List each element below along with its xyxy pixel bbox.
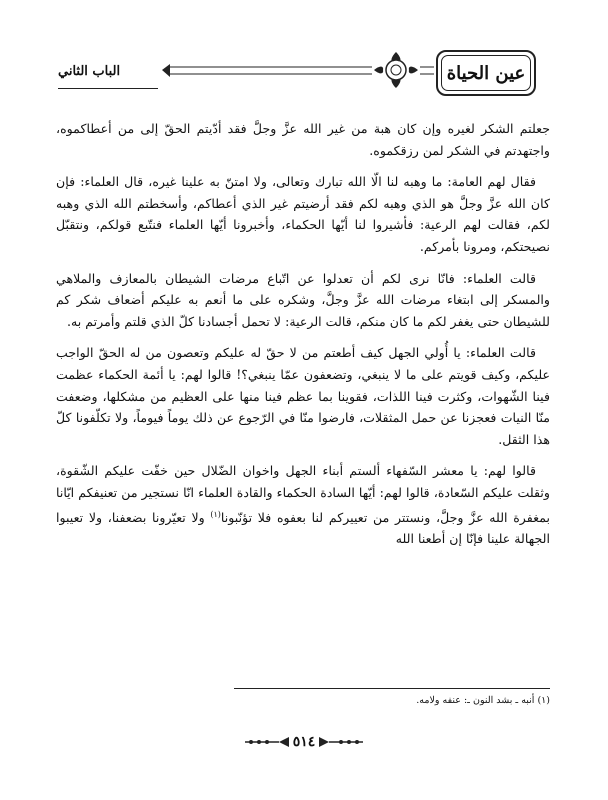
book-title: عين الحياة [446,62,526,84]
paragraph-text: ولا تعيّرونا بضعفنا، ولا تعيبوا الجهالة علينا فإنّا إن أطعنا الله [56,509,550,547]
footnote: (١) أنبه ـ بشد النون ـ: عنفه ولامه. [416,695,550,706]
paragraph [56,460,550,550]
page-number-ornament-left-icon [245,736,289,748]
paragraph: جعلتم الشكر لغيره وإن كان هبة من غير الله عزَّ وجلَّ فقد أدّيتم الحقّ إلى من أعطاكموه، واجتهدتم في الشكر لمن رزقكموه. [56,121,550,158]
main-text [56,118,550,560]
chapter-label: الباب الثاني [58,64,121,79]
page-number: ٥١٤ [292,734,316,750]
footnote-divider [234,688,550,689]
paragraph: فقال لهم العامة: ما وهبه لنا الّا الله تبارك وتعالى، ولا امتنّ به علينا غيره، قال العلماء: فإن كان الله عزَّ وجلَّ هو الذي وهبه لكم فقد أرضيتم غير الذي أعطاكم، وأسخطتم الله الذي وهبه لكم، فقالت لهم الرعية: فأشيروا لنا أيّها الحكماء، وأخبرونا أيّها العلماء فنتّبع قولكم، ونتقبّل نصيحتكم، ومرونا بأمركم. [56,174,550,254]
book-title-frame [436,50,536,96]
header-rule [58,88,158,89]
paragraph-text: قالوا لهم: يا معشر السّفهاء ألستم أبناء الجهل واخوان الضّلال حين خفّت عليكم الشّقوة، وثقلت عليكم السّعادة، قالوا لهم: أيّها السادة الحكماء والقادة العلماء انّا نستجير من تعنيفكم ايّانا بمغفرة الله عزَّ وجلَّ، ونستتر من تعييركم لنا بعفوه فلا تؤنّبونا [56,463,550,525]
page-number-ornament-right-icon [319,736,363,748]
page-footer [0,734,608,750]
paragraph: قالت العلماء: فانّا نرى لكم أن تعدلوا عن اتّباع مرضات الشيطان بالمعازف والملاهي والمسكر إلى ابتغاء مرضات الله عزَّ وجلَّ، وشكره على ما أنعم به عليكم أضعاف شكر كم للشيطان حتى يغفر لكم ما كان منكم، قالت الرعية: لا تحمل أجسادنا كلّ الذي قلتم وأمرتم به. [56,270,550,329]
paragraph: قالت العلماء: يا أُولي الجهل كيف أطعتم من لا حقّ له عليكم وتعصون من له الحقّ الواجب عليكم، وكيف قويتم على ما لا ينبغي، وتضعفون عمّا ينبغي؟! قالوا لهم: يا أئمة الحكماء عظمت فينا الشّهوات، وكثرت فينا اللذات، فقوينا بما عظم فينا منها على العظيم من مشكلها، وضعفت منّا النيات فعجزنا عن حمل المثقلات، فارضوا منّا في الرّجوع عن ذلك يوماً فيوماً، ولا تكلّفونا كلّ هذا الثقل. [56,345,550,447]
header-ornament-icon [158,50,434,92]
footnote-reference[interactable]: (١) [210,509,221,519]
page-header [58,50,548,98]
